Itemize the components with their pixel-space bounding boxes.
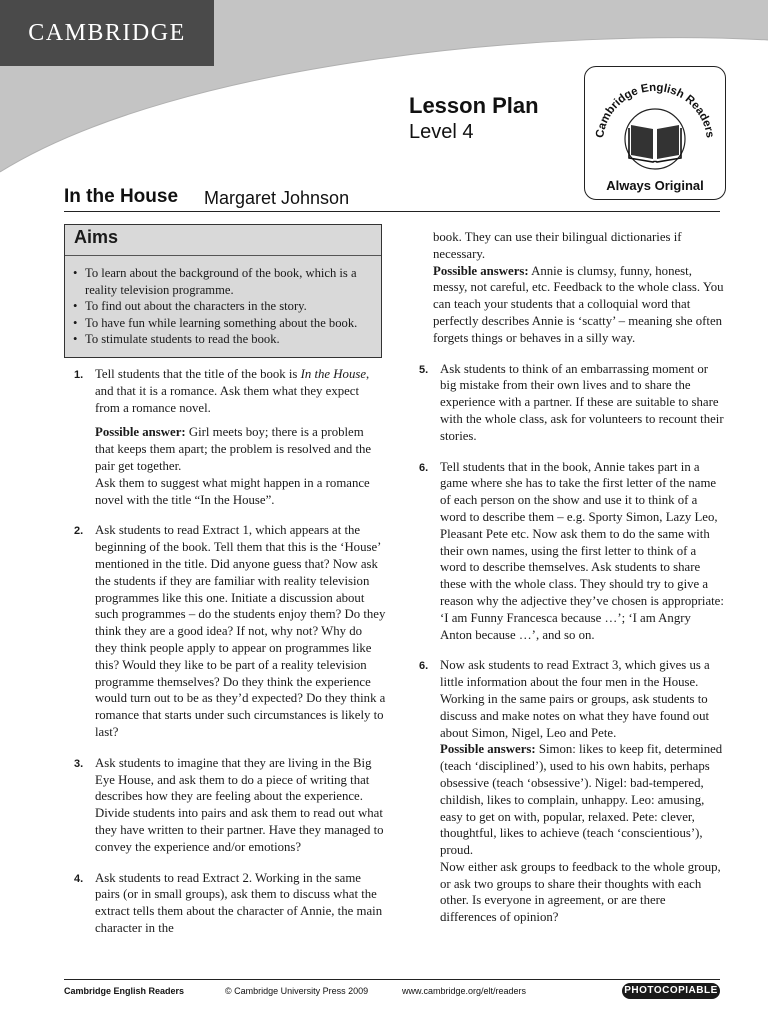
badge-arc-text: Cambridge English Readers: [594, 81, 716, 139]
left-column: [64, 366, 386, 937]
answer-label: Possible answers:: [440, 742, 536, 757]
answer-label: Possible answer:: [95, 425, 186, 440]
aims-divider: [65, 255, 381, 256]
step-4: [64, 870, 386, 937]
book-author: Margaret Johnson: [204, 188, 350, 208]
step-followup: Ask them to suggest what might happen in a romance novel with the title “In the House”.: [95, 475, 370, 507]
book-title: In the House: [64, 186, 179, 207]
answer-text: Annie is clumsy, funny, honest, messy, not careful, etc. Feedback to the whole class. You can teach your students that a colloquial word that perfectly describes Annie is ‘scatty’ – meaning she often forgets things or behaves in a silly way.: [433, 263, 724, 345]
step-number: 3.: [74, 757, 84, 770]
step-text: book. They can use their bilingual dictionaries if necessary.: [433, 230, 682, 261]
aim-item: • To have fun while learning something about the book.: [73, 315, 377, 332]
possible-answer: [433, 263, 724, 347]
step-1: [64, 366, 386, 508]
step-text: Now ask students to read Extract 3, which gives us a little information about the four men in the House. Working in the same pairs or groups, ask students to discuss and make notes on what they have found out about Simon, Nigel, Leo and Pete.: [440, 658, 710, 740]
step-number: 6.: [419, 461, 429, 474]
step-2: [64, 522, 386, 740]
step-3: [64, 755, 386, 856]
step-followup: Now either ask groups to feedback to the whole group, or ask two groups to share their thoughts with each other. Is everyone in agreement, or are there differences of opinion?: [440, 859, 721, 925]
badge-graphic: [585, 67, 725, 175]
aims-heading: Aims: [74, 227, 119, 247]
step-text: Ask students to imagine that they are living in the Big Eye House, and ask them to do a piece of writing that describes how they are feeling about the experience. Divide students into pairs and ask them to read out what they have written to their partner. Have they managed to convey the experience and/or emotions?: [95, 755, 384, 854]
step-number: 5.: [419, 363, 429, 376]
footer-brand: Cambridge English Readers: [64, 986, 185, 996]
step-6: [409, 459, 724, 644]
possible-answer: [440, 741, 724, 859]
brand-wordmark: CAMBRIDGE: [28, 19, 186, 46]
aim-item: • To learn about the background of the book, which is a reality television programme.: [73, 265, 377, 298]
lesson-plan-heading: Lesson Plan: [409, 93, 539, 118]
step-number: 2.: [74, 525, 84, 538]
aim-item: • To stimulate students to read the book.: [73, 331, 377, 348]
step-7: [409, 657, 724, 926]
step-number: 6.: [419, 660, 429, 673]
answer-text: Girl meets boy; there is a problem that keeps them apart; the problem is resolved and the pair get together.: [95, 425, 372, 473]
photocopiable-badge: PHOTOCOPIABLE: [622, 983, 720, 999]
step-5: [409, 361, 724, 445]
step-text: Ask students to read Extract 1, which appears at the beginning of the book. Tell them that this is the ‘House’ mentioned in the title. Did anyone guess that? Now ask the students if they are familiar with reality television programmes like this one. Initiate a discussion about such programmes – do the students enjoy them? Do they think they are a good idea? If not, why not? Why do they think people apply to appear on programmes like this? Would they like to be part of a reality television programme themselves? Do they think the experience would turn out to be as they’d expected? Do they think a romance that starts under such circumstances is likely to last?: [95, 523, 386, 739]
brand-logo: [0, 0, 214, 66]
step-number: 4.: [74, 872, 84, 885]
badge-tagline: Always Original: [606, 178, 704, 193]
step-number: 1.: [74, 369, 84, 381]
step-text-part: , and that it is a romance. Ask them what they expect from a romance novel.: [95, 367, 370, 415]
answer-text: Simon: likes to keep fit, determined (teach ‘disciplined’), used to his own habits, perhaps obsessive (teach ‘obsessive’). Nigel: bad-tempered, childish, likes to complain, unhappy. Leo: amusing, easy to get on with, popular, relaxed. Pete: clever, thoughtful, likes to achieve (teach ‘conscientious’), proud.: [440, 742, 723, 858]
step-text: Tell students that in the book, Annie takes part in a game where she has to take the first letter of the name of each person on the show and use it to think of a word to describe them – e.g. Sporty Simon, Lazy Leo, Pleasant Pete etc. Now ask them to do the same with their own names, using the first letter to think of a word to describe themselves. Ask students to share these with the whole class. They should try to give a reason why the adjective they’ve chosen is appropriate: ‘I am Funny Francesca because …’; ‘I am Angry Anton because …’, and so on.: [440, 459, 724, 642]
title-divider: [64, 211, 720, 212]
readers-badge: [584, 66, 726, 200]
step-text: Ask students to think of an embarrassing moment or big mistake from their own lives and to share the experience with a partner. If these are suitable to share with the whole class, ask for volunteers to recount their stories.: [440, 361, 724, 443]
footer-url: www.cambridge.org/elt/readers: [402, 986, 527, 996]
footer-copyright: © Cambridge University Press 2009: [225, 986, 369, 996]
answer-label: Possible answers:: [433, 263, 529, 278]
level-label: Level 4: [409, 121, 474, 143]
step-text: Ask students to read Extract 2. Working in the same pairs (or in small groups), ask them to discuss what the extract tells them about the character of Annie, the main character in the: [95, 870, 383, 935]
right-column: [409, 229, 724, 926]
possible-answer: [95, 424, 386, 474]
footer-divider: [64, 979, 720, 980]
book-title-italic: In the House: [300, 367, 366, 381]
aim-item: • To find out about the characters in the story.: [73, 298, 377, 315]
aims-box: [64, 224, 382, 358]
step-text-part: Tell students that the title of the book is: [95, 367, 301, 381]
aims-list: [73, 265, 377, 348]
step-4-continued: [409, 229, 724, 347]
step-text: [95, 366, 386, 416]
